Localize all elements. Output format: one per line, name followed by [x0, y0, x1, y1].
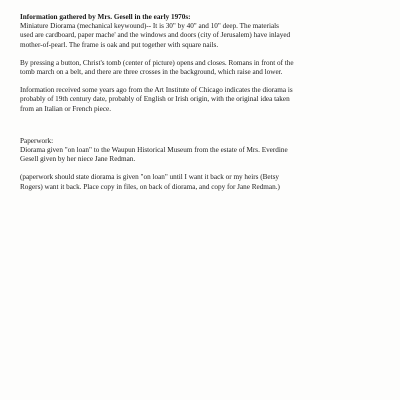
text-line: Diorama given "on loan" to the Waupun Historical Museum from the estate of Mrs. Everdine — [20, 146, 288, 155]
text-line: Information received some years ago from the Art Institute of Chicago indicates the diorama is — [20, 86, 293, 95]
text-line: probably of 19th century date, probably of English or Irish origin, with the original idea taken — [20, 95, 290, 104]
paperwork-label: Paperwork: — [20, 136, 54, 145]
text-line: mother-of-pearl. The frame is oak and put together with square nails. — [20, 40, 219, 49]
text-line: (paperwork should state diorama is given "on loan" until I want it back or my heirs (Betsy — [20, 173, 279, 182]
paperwork-section — [20, 137, 390, 165]
text-line: from an Italian or French piece. — [20, 104, 112, 113]
text-line: Miniature Diorama (mechanical keywound)-- It is 30" by 40" and 10" deep. The materials — [20, 22, 279, 31]
mechanism-paragraph — [20, 59, 390, 77]
text-line: Gesell given by her niece Jane Redman. — [20, 155, 136, 164]
text-line: used are cardboard, paper mache' and the windows and doors (city of Jerusalem) have inlayed — [20, 31, 291, 40]
text-line: By pressing a button, Christ's tomb (center of picture) opens and closes. Romans in front of the — [20, 58, 294, 67]
document-heading: Information gathered by Mrs. Gesell in the early 1970s: — [20, 13, 191, 21]
description-paragraph — [20, 22, 390, 50]
origin-paragraph — [20, 86, 390, 114]
text-line: tomb march on a belt, and there are three crosses in the background, which raise and lower. — [20, 68, 283, 77]
section-gap — [20, 123, 390, 137]
text-line: Rogers) want it back. Place copy in files, on back of diorama, and copy for Jane Redman.) — [20, 182, 280, 191]
document-body — [20, 13, 390, 201]
paperwork-note — [20, 173, 390, 191]
